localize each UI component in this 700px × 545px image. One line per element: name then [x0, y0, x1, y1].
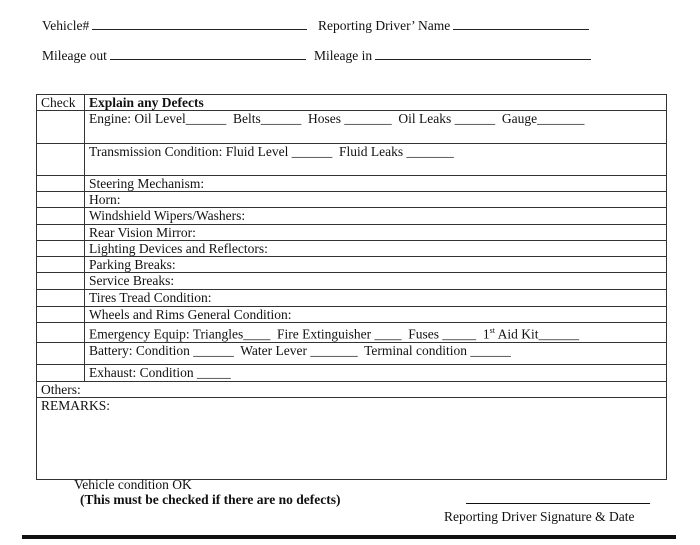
- check-cell[interactable]: [37, 364, 85, 381]
- table-row: [37, 323, 667, 343]
- mileage-in-blank[interactable]: [375, 47, 591, 60]
- table-row: [37, 208, 667, 225]
- emergency-tail: Aid Kit______: [494, 326, 579, 342]
- check-cell[interactable]: [37, 208, 85, 225]
- remarks-row: [37, 397, 667, 479]
- mileage-out-label: Mileage out: [42, 48, 107, 63]
- row-battery[interactable]: Battery: Condition ______ Water Lever _______ Terminal condition ______: [85, 342, 667, 364]
- table-row: [37, 192, 667, 208]
- table-row: [37, 364, 667, 381]
- check-cell[interactable]: [37, 257, 85, 273]
- row-service-breaks[interactable]: Service Breaks:: [85, 273, 667, 290]
- inspection-table: [36, 94, 667, 480]
- emergency-sup: st: [489, 326, 495, 335]
- table-header-row: [37, 95, 667, 111]
- table-row: [37, 176, 667, 192]
- check-cell[interactable]: [37, 225, 85, 241]
- row-emergency[interactable]: [85, 323, 667, 343]
- row-wipers[interactable]: Windshield Wipers/Washers:: [85, 208, 667, 225]
- row-lighting[interactable]: Lighting Devices and Reflectors:: [85, 241, 667, 257]
- driver-name-label: Reporting Driver’ Name: [318, 18, 451, 33]
- table-row: [37, 241, 667, 257]
- check-cell[interactable]: [37, 111, 85, 144]
- table-row: [37, 273, 667, 290]
- row-engine[interactable]: Engine: Oil Level______ Belts______ Hoses _______ Oil Leaks ______ Gauge_______: [85, 111, 667, 144]
- table-row: [37, 111, 667, 144]
- defects-header: Explain any Defects: [85, 95, 667, 111]
- table-row: [37, 225, 667, 241]
- row-steering[interactable]: Steering Mechanism:: [85, 176, 667, 192]
- table-row: [37, 257, 667, 273]
- mileage-in-field[interactable]: [314, 47, 594, 64]
- check-cell[interactable]: [37, 342, 85, 364]
- row-exhaust[interactable]: Exhaust: Condition _____: [85, 364, 667, 381]
- check-cell[interactable]: [37, 323, 85, 343]
- row-mirror[interactable]: Rear Vision Mirror:: [85, 225, 667, 241]
- check-cell[interactable]: [37, 290, 85, 307]
- check-cell[interactable]: [37, 176, 85, 192]
- vehicle-blank[interactable]: [92, 17, 307, 30]
- vehicle-label: Vehicle#: [42, 18, 90, 33]
- row-wheels[interactable]: Wheels and Rims General Condition:: [85, 307, 667, 323]
- remarks-cell[interactable]: REMARKS:: [37, 397, 667, 479]
- vehicle-ok-note: (This must be checked if there are no defects): [80, 492, 341, 507]
- check-cell[interactable]: [37, 307, 85, 323]
- check-cell[interactable]: [37, 192, 85, 208]
- table-row: [37, 342, 667, 364]
- check-header: Check: [37, 95, 85, 111]
- row-tires[interactable]: Tires Tread Condition:: [85, 290, 667, 307]
- vehicle-field[interactable]: [42, 17, 310, 34]
- table-row: [37, 144, 667, 176]
- row-horn[interactable]: Horn:: [85, 192, 667, 208]
- check-cell[interactable]: [37, 273, 85, 290]
- signature-label: Reporting Driver Signature & Date: [444, 509, 635, 524]
- mileage-out-blank[interactable]: [110, 47, 306, 60]
- check-cell[interactable]: [37, 144, 85, 176]
- driver-name-blank[interactable]: [453, 17, 589, 30]
- others-row: [37, 381, 667, 397]
- mileage-in-label: Mileage in: [314, 48, 373, 63]
- signature-line[interactable]: [466, 503, 650, 504]
- mileage-out-field[interactable]: [42, 47, 309, 64]
- driver-name-field[interactable]: [318, 17, 592, 34]
- bottom-rule: [22, 535, 676, 539]
- table-row: [37, 307, 667, 323]
- row-parking-breaks[interactable]: Parking Breaks:: [85, 257, 667, 273]
- emergency-text: Emergency Equip: Triangles____ Fire Extinguisher ____ Fuses _____ 1: [89, 326, 490, 342]
- check-cell[interactable]: [37, 241, 85, 257]
- table-row: [37, 290, 667, 307]
- vehicle-ok-label[interactable]: Vehicle condition OK: [74, 477, 192, 492]
- others-cell[interactable]: Others:: [37, 381, 667, 397]
- row-transmission[interactable]: Transmission Condition: Fluid Level ______ Fluid Leaks _______: [85, 144, 667, 176]
